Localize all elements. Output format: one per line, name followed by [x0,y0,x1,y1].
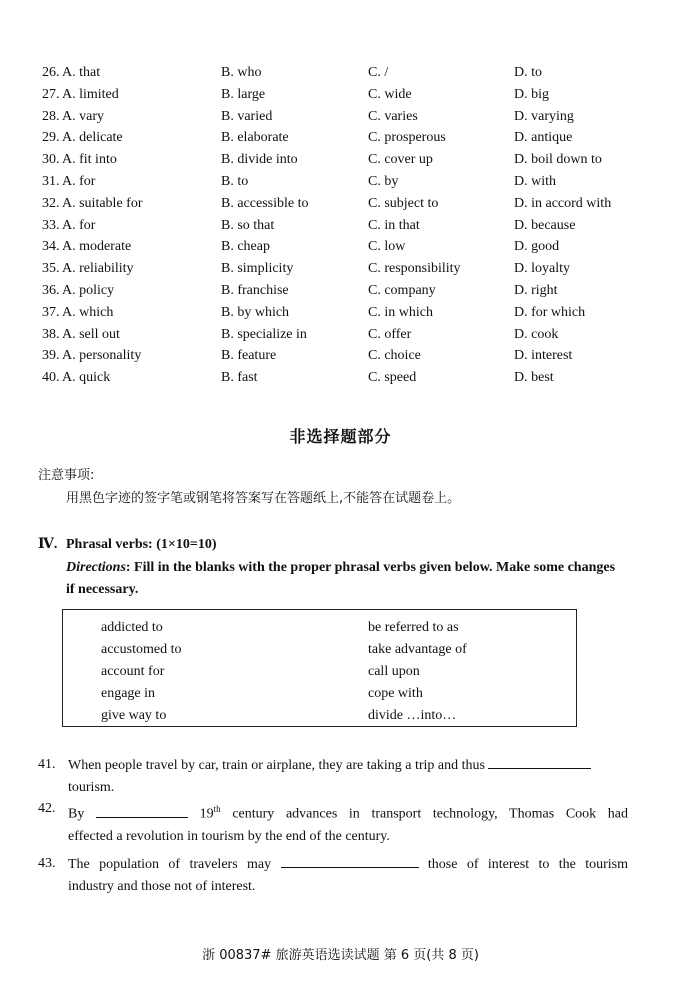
option-b: B. fast [221,370,258,386]
choice-row [42,171,642,193]
question-number: 39. [42,348,60,364]
directions-text: : Fill in the blanks with the proper phrasal verbs given below. Make some changes if necessary. [66,560,616,597]
option-a: A. quick [62,370,111,386]
phrasal-verb: cope with [368,686,423,701]
option-a: A. reliability [62,261,134,277]
option-c: C. in which [368,304,433,320]
option-c: C. choice [368,348,421,364]
choice-row [42,302,642,324]
question-text: When people travel by car, train or airplane, they are taking a trip and thus [68,758,485,773]
choice-row [42,62,642,84]
question-number: 37. [42,304,60,320]
option-a: A. vary [62,108,104,124]
question-number: 26. [42,65,60,80]
question-number: 38. [42,326,60,342]
choice-row [42,106,642,128]
option-c: C. wide [368,86,412,102]
option-c: C. offer [368,326,412,342]
option-b: B. to [221,173,249,189]
notice-body: 用黑色字迹的签字笔或钢笔将答案写在答题纸上,不能答在试题卷上。 [66,491,461,506]
part-title [38,536,217,553]
answer-blank[interactable] [281,853,419,868]
directions-label: Directions [66,560,126,575]
question-number: 30. [42,152,60,168]
option-d: D. to [514,65,542,80]
question-43 [38,853,628,898]
option-d: D. best [514,370,554,386]
question-number: 35. [42,261,60,277]
option-c: C. company [368,282,436,298]
option-c: C. prosperous [368,130,446,146]
choice-row [42,215,642,237]
option-b: B. so that [221,217,275,233]
question-number: 28. [42,108,60,124]
option-c: C. speed [368,370,417,386]
option-a: A. suitable for [62,195,143,211]
question-number: 32. [42,195,60,211]
option-d: D. big [514,86,549,102]
page-footer: 浙 00837# 旅游英语选读试题 第 6 页(共 8 页) [202,948,479,963]
option-c: C. responsibility [368,261,461,277]
option-d: D. cook [514,326,559,342]
ordinal-suffix: th [213,804,221,814]
question-number: 36. [42,282,60,298]
multiple-choice-options [42,62,642,389]
choice-row [42,345,642,367]
option-c: C. low [368,239,406,255]
question-text-continued: industry and those not of interest. [68,879,256,894]
option-d: D. in accord with [514,195,612,211]
phrasal-verb: take advantage of [368,642,467,657]
choice-row [42,193,642,215]
option-a: A. moderate [62,239,132,255]
section-heading: 非选择题部分 [289,427,392,446]
option-d: D. with [514,173,556,189]
option-b: B. franchise [221,282,289,298]
option-d: D. good [514,239,560,255]
option-c: C. / [368,65,389,80]
question-text-rest: those of interest to the tourism [427,857,629,872]
question-text: By [68,806,85,822]
choice-row [42,84,642,106]
option-d: D. right [514,282,558,298]
option-a: A. personality [62,348,142,364]
phrasal-verb: addicted to [101,620,163,635]
question-number: 41. [38,757,56,772]
option-c: C. by [368,173,399,189]
option-b: B. specialize in [221,326,307,342]
choice-row [42,367,642,389]
question-number: 40. [42,370,60,386]
question-number: 27. [42,86,60,102]
choice-row [42,324,642,346]
choice-row [42,127,642,149]
option-b: B. cheap [221,239,270,255]
question-number: 34. [42,239,60,255]
answer-blank[interactable] [488,754,591,769]
question-41 [38,754,628,799]
option-d: D. boil down to [514,152,602,168]
option-b: B. feature [221,348,277,364]
option-d: D. interest [514,348,573,364]
option-a: A. limited [62,86,119,102]
option-c: C. subject to [368,195,439,211]
question-number: 29. [42,130,60,146]
option-b: B. by which [221,304,290,320]
question-number: 33. [42,217,60,233]
question-text-continued: tourism. [68,780,115,795]
option-a: A. for [62,173,96,189]
option-b: B. divide into [221,152,298,168]
option-b: B. varied [221,108,273,124]
option-c: C. in that [368,217,420,233]
part-roman-numeral: Ⅳ. [38,537,58,552]
answer-blank[interactable] [96,803,188,818]
question-number: 43. [38,856,56,871]
option-b: B. simplicity [221,261,294,277]
phrasal-verb: engage in [101,686,156,701]
word-bank-right-column [368,617,467,727]
choice-row [42,258,642,280]
option-b: B. elaborate [221,130,289,146]
question-number: 31. [42,173,60,189]
part-title-text: Phrasal verbs: (1×10=10) [66,537,217,552]
word-bank-left-column [101,617,181,727]
option-c: C. varies [368,108,418,124]
option-c: C. cover up [368,152,433,168]
option-d: D. loyalty [514,261,570,277]
phrasal-verb: divide …into… [368,708,457,723]
phrasal-verb: accustomed to [101,642,182,657]
question-42 [38,798,628,848]
phrasal-verb: account for [101,664,165,679]
question-text-continued: effected a revolution in tourism by the end of the century. [68,828,390,844]
option-d: D. varying [514,108,574,124]
option-a: A. that [62,65,101,80]
option-a: A. fit into [62,152,117,168]
choice-row [42,149,642,171]
option-a: A. sell out [62,326,120,342]
choice-row [42,280,642,302]
word-bank-box [62,609,577,727]
option-b: B. accessible to [221,195,309,211]
option-b: B. large [221,86,266,102]
directions [66,557,626,601]
option-d: D. antique [514,130,573,146]
option-a: A. for [62,217,96,233]
option-a: A. delicate [62,130,123,146]
option-d: D. for which [514,304,586,320]
question-number: 42. [38,801,56,816]
century-number: 19 [199,806,214,822]
option-a: A. which [62,304,114,320]
question-text: The population of travelers may [68,857,272,872]
phrasal-verb: give way to [101,708,167,723]
option-d: D. because [514,217,576,233]
question-text-rest: century advances in transport technology, Thomas Cook had [232,806,629,822]
choice-row [42,236,642,258]
phrasal-verb: call upon [368,664,420,679]
notice-title: 注意事项: [38,468,95,483]
option-b: B. who [221,65,262,80]
phrasal-verb: be referred to as [368,620,459,635]
option-a: A. policy [62,282,115,298]
